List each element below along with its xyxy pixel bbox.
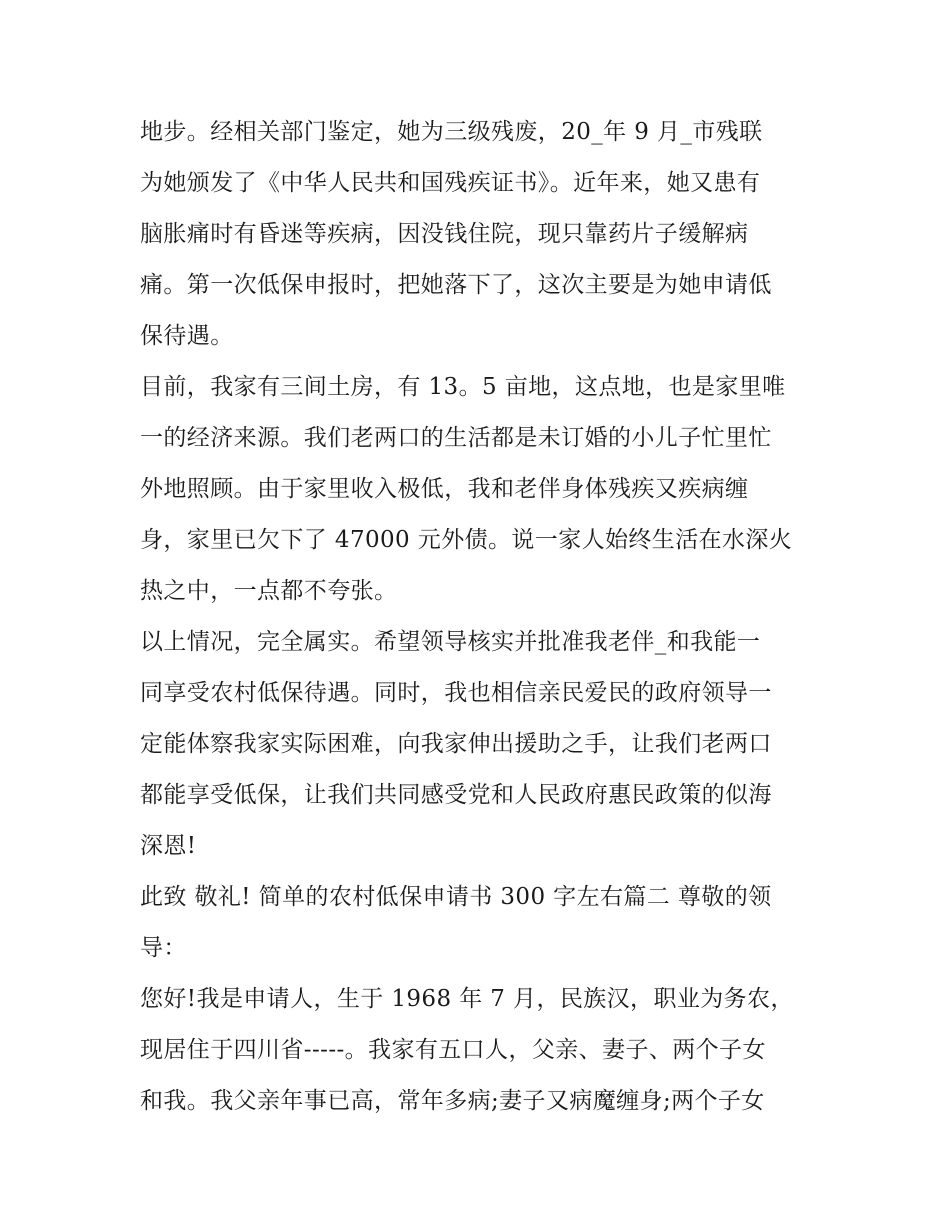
text-line: 痛。第一次低保申报时，把她落下了，这次主要是为她申请低 (140, 272, 772, 298)
text-line: 现居住于四川省-----。我家有五口人，父亲、妻子、两个子女 (140, 1037, 766, 1063)
text-line: 热之中，一点都不夸张。 (140, 578, 398, 604)
text-line: 深恩! (140, 833, 197, 859)
document-body (140, 107, 820, 1127)
text-line: 目前，我家有三间土房，有 13。5 亩地，这点地，也是家里唯 (140, 374, 786, 400)
text-line: 为她颁发了《中华人民共和国残疾证书》。近年来，她又患有 (140, 170, 761, 196)
text-line: 都能享受低保，让我们共同感受党和人民政府惠民政策的似海 (140, 782, 772, 808)
text-line: 导： (140, 935, 187, 961)
text-line: 您好!我是申请人，生于 1968 年 7 月，民族汉，职业为务农， (140, 986, 794, 1012)
text-line: 以上情况，完全属实。希望领导核实并批准我老伴_和我能一 (140, 629, 761, 655)
text-line: 一的经济来源。我们老两口的生活都是未订婚的小儿子忙里忙 (140, 425, 772, 451)
text-line: 脑胀痛时有昏迷等疾病，因没钱住院，现只靠药片子缓解病 (140, 221, 749, 247)
text-line: 外地照顾。由于家里收入极低，我和老伴身体残疾又疾病缠 (140, 476, 749, 502)
text-line: 定能体察我家实际困难，向我家伸出援助之手，让我们老两口 (140, 731, 772, 757)
text-line: 此致 敬礼! 简单的农村低保申请书 300 字左右篇二 尊敬的领 (140, 884, 772, 910)
text-line: 保待遇。 (140, 323, 234, 349)
text-line: 同享受农村低保待遇。同时，我也相信亲民爱民的政府领导一 (140, 680, 772, 706)
text-line: 和我。我父亲年事已高，常年多病;妻子又病魔缠身;两个子女 (140, 1088, 765, 1114)
text-line: 地步。经相关部门鉴定，她为三级残废，20_年 9 月_市残联 (140, 119, 763, 145)
text-line: 身，家里已欠下了 47000 元外债。说一家人始终生活在水深火 (140, 527, 793, 553)
